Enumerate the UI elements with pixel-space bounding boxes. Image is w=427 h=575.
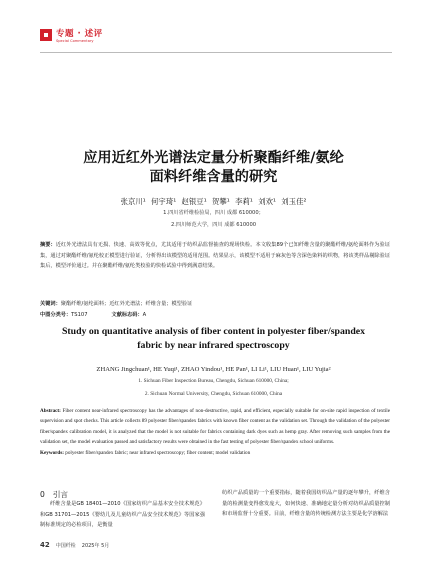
- affiliation-en-2: 2. Sichuan Normal University, Chengdu, Sichuan 610000, China: [144, 391, 283, 397]
- intro-number: 0: [40, 490, 45, 499]
- authors-en: ZHANG Jingchuan¹, HE Yuqi¹, ZHAO Yindou¹, HE Pan¹, LI Li¹, LIU Huan¹, LIU Yujia²: [96, 366, 331, 373]
- clc-label: 中图分类号：TS107: [40, 312, 88, 318]
- doc-code-value: A: [142, 312, 147, 318]
- affiliation-en-1: 1. Sichuan Fiber Inspection Bureau, Chengdu, Sichuan 610000, China;: [138, 378, 289, 384]
- keywords-cn-text: 聚酯纤维/氨纶面料；近红外光谱法；纤维含量；模型验证: [60, 301, 193, 307]
- header-divider: [40, 52, 392, 53]
- section-title: 专题 · 述评: [56, 29, 103, 39]
- abstract-cn-label: 摘要：: [40, 242, 56, 248]
- body-column-right: 纺织产品质量的一个重要指标，随着我国纺织品产量的逐年攀升，纤维含量的检测量变得愈发庞大，如何快速、准确地定量分析对纺织品质量控制和市场监督十分重要。目前，纤维含量的传统检测方法主要是化学溶解法: [222, 490, 390, 518]
- section-header: [40, 27, 400, 51]
- title-en-line1: Study on quantitative analysis of fiber content in polyester fiber/spandex: [61, 326, 366, 337]
- classification-cn: [40, 311, 170, 318]
- intro-title: 引言: [52, 490, 69, 499]
- keywords-cn: [40, 300, 192, 307]
- abstract-cn: [40, 240, 390, 272]
- title-cn-line1: 应用近红外光谱法定量分析聚酯纤维/氨纶: [83, 150, 344, 166]
- authors-cn: 张京川¹ 何宇琦¹ 赵银豆¹ 贺攀¹ 李莉¹ 刘欢¹ 刘玉佳²: [120, 197, 307, 206]
- page-number: 42: [40, 541, 50, 549]
- section-marker-icon: [40, 29, 52, 41]
- abstract-cn-text: 近红外光谱法具有无损、快速、高效等优点，尤其适用于纺织品监督抽查的现场快检。本文收集89个已知纤维含量的聚酯纤维/氨纶面料作为验证集，通过对聚酯纤维/氨纶校正模型进行验证，分析得出该模型的适用范围。结果显示，该模型不适用于麻灰色等含深色染料的织物，将该类样品剔除验证集后，模型评价通过。并在聚酯纤维/氨纶类校验的快检试验中得到满意结果。: [40, 242, 390, 270]
- clc-value: TS107: [71, 312, 88, 318]
- keywords-en-text: polyester fiber/spandex fabric; near infrared spectroscopy; fiber content; model validation: [64, 449, 251, 456]
- keywords-en-label: Keywords:: [40, 449, 64, 456]
- section-subtitle: Special Commentary: [56, 39, 94, 43]
- issue-date: 2025年 5月: [81, 543, 110, 549]
- abstract-en: [40, 406, 390, 458]
- keywords-cn-label: 关键词：: [40, 301, 61, 307]
- journal-name: 中国纤检: [55, 543, 76, 549]
- doc-code: 文献标志码：A: [111, 312, 147, 318]
- title-cn-line2: 面料纤维含量的研究: [149, 169, 278, 185]
- title-en-line2: fabric by near infrared spectroscopy: [137, 340, 290, 351]
- abstract-en-text: Fiber content near-infrared spectroscopy has the advantages of non-destructive, rapid, and efficient, especially suitable for on-site rapid inspection of textile supervision and spot checks. This article collects 89 polyester fiber/spandex fabrics with known fiber content as the validation set. Through the validation of the polyester fiber/spandex calibration model, it is analyzed that the model is not suitable for fabrics containing dark dyes such as hemp gray. After removing such samples from the validation set, the model evaluation passed and satisfactory results were obtained in the fast testing of polyester fiber/spandex school uniforms.: [40, 408, 390, 446]
- affiliation-cn-1: 1.四川省纤维检验局，四川 成都 610000；: [163, 210, 264, 216]
- affiliation-cn-2: 2.四川师范大学，四川 成都 610000: [170, 222, 257, 228]
- page-footer: [40, 541, 109, 549]
- body-column-left: 纤维含量是GB 18401—2010《国家纺织产品基本安全技术规范》和GB 31701—2015《婴幼儿及儿童纺织产品安全技术规范》等国家强制标准规定的必检项目，是衡量: [40, 501, 205, 529]
- abstract-en-label: Abstract:: [40, 408, 61, 414]
